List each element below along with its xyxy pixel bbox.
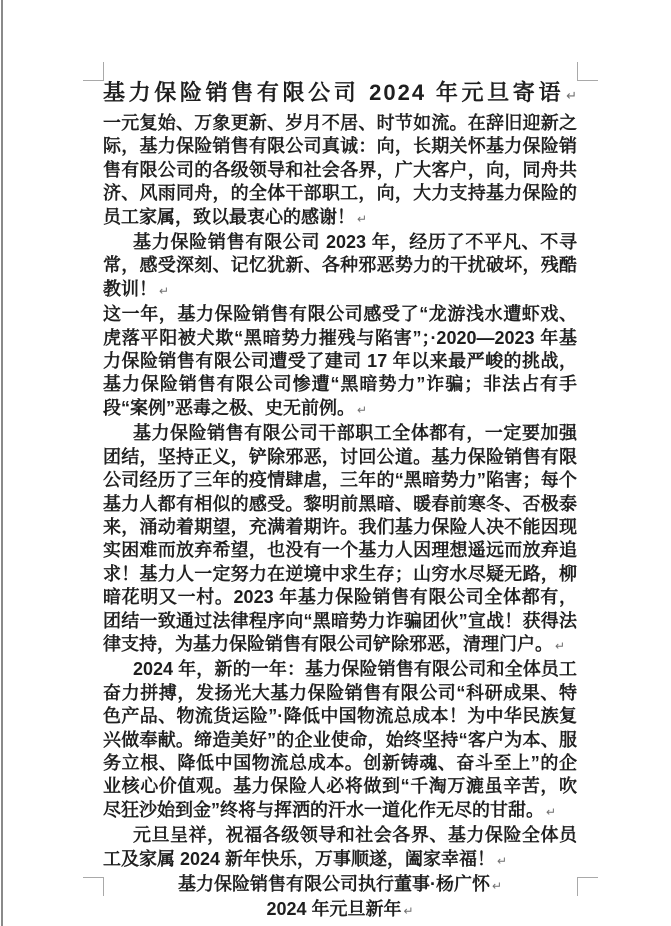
crop-mark-bottom-left-icon [83, 877, 104, 896]
paragraph-2024-outlook [103, 658, 577, 824]
paragraph-staff-unity [103, 422, 577, 658]
paragraph-mark-icon: ↵ [357, 402, 368, 417]
date-line [103, 898, 577, 923]
paragraph-text: 这一年，基力保险销售有限公司感受了“龙游浅水遭虾戏、虎落平阳被犬欺“黑暗势力摧残与陷害”；·2020—2023 年基力保险销售有限公司遭受了建司 17 年以来最严峻的挑战，基力保险销售有限公司惨遭“黑暗势力”诈骗；非法占有手段“案例”恶毒之极、史无前例。 [103, 304, 577, 418]
window-edge-line [1, 0, 3, 926]
paragraph-mark-icon: ↵ [555, 638, 566, 653]
paragraph-mark-icon: ↵ [357, 211, 368, 226]
document-title-text: 基力保险销售有限公司 2024 年元旦寄语 [103, 80, 565, 105]
paragraph-text: 一元复始、万象更新、岁月不居、时节如流。在辞旧迎新之际，基力保险销售有限公司真诚：向，长期关怀基力保险销售有限公司的各级领导和社会各界，广大客户，向，同舟共济、风雨同舟，的全体干部职工，向，大力支持基力保险的员工家属，致以最衷心的感谢！ [103, 113, 577, 227]
document-title [103, 80, 577, 108]
paragraph-new-year-wishes [103, 824, 577, 873]
text-area [103, 80, 577, 924]
paragraph-greeting [103, 112, 577, 231]
paragraph-text: 元旦呈祥，祝福各级领导和社会各界、基力保险全体员工及家属 2024 新年快乐，万事顺遂，阖家幸福！ [103, 825, 577, 869]
date-text: 2024 年元旦新年 [266, 899, 402, 920]
paragraph-2023-review [103, 231, 577, 303]
paragraph-mark-icon: ↵ [403, 904, 414, 919]
paragraph-mark-icon: ↵ [159, 283, 170, 298]
paragraph-this-year [103, 303, 577, 422]
paragraph-text: 基力保险销售有限公司 2023 年，经历了不平凡、不寻常，感受深刻、记忆犹新、各种邪恶势力的干扰破坏，残酷教训！ [103, 232, 577, 299]
paragraph-text: 基力保险销售有限公司干部职工全体都有，一定要加强团结，坚持正义，铲除邪恶，讨回公道。基力保险销售有限公司经历了三年的疫情肆虐，三年的“黑暗势力”陷害；每个基力人都有相似的感受。黎明前黑暗、暖春前寒冬、否极泰来，涌动着期望，充满着期许。我们基力保险人决不能因现实困难而放弃希望，也没有一个基力人因理想遥远而放弃追求！基力人一定努力在逆境中求生存；山穷水尽疑无路，柳暗花明又一村。2023 年基力保险销售有限公司全体都有，团结一致通过法律程序向“黑暗势力诈骗团伙”宣战！获得法律支持，为基力保险销售有限公司铲除邪恶，清理门户。 [103, 423, 577, 654]
paragraph-text: 2024 年，新的一年：基力保险销售有限公司和全体员工奋力拼搏，发扬光大基力保险销售有限公司“科研成果、特色产品、物流货运险”·降低中国物流总成本！为中华民族复兴做奉献。缔造美好”的企业使命，始终坚持“客户为本、服务立根、降低中国物流总成本。创新铸魂、奋斗至上”的企业核心价值观。基力保险人必将做到“千淘万漉虽辛苦，吹尽狂沙始到金”终将与挥洒的汗水一道化作无尽的甘甜。 [103, 659, 577, 820]
paragraph-mark-icon: ↵ [491, 879, 503, 893]
paragraph-mark-icon: ↵ [497, 853, 508, 868]
paragraph-mark-icon: ↵ [566, 88, 577, 103]
crop-mark-top-right-icon [577, 62, 598, 81]
crop-mark-top-left-icon [83, 62, 104, 81]
signature-text: 基力保险销售有限公司执行董事·杨广怀 [177, 874, 490, 894]
signature-line [103, 873, 577, 898]
crop-mark-bottom-right-icon [577, 877, 598, 896]
paragraph-mark-icon: ↵ [546, 804, 557, 819]
